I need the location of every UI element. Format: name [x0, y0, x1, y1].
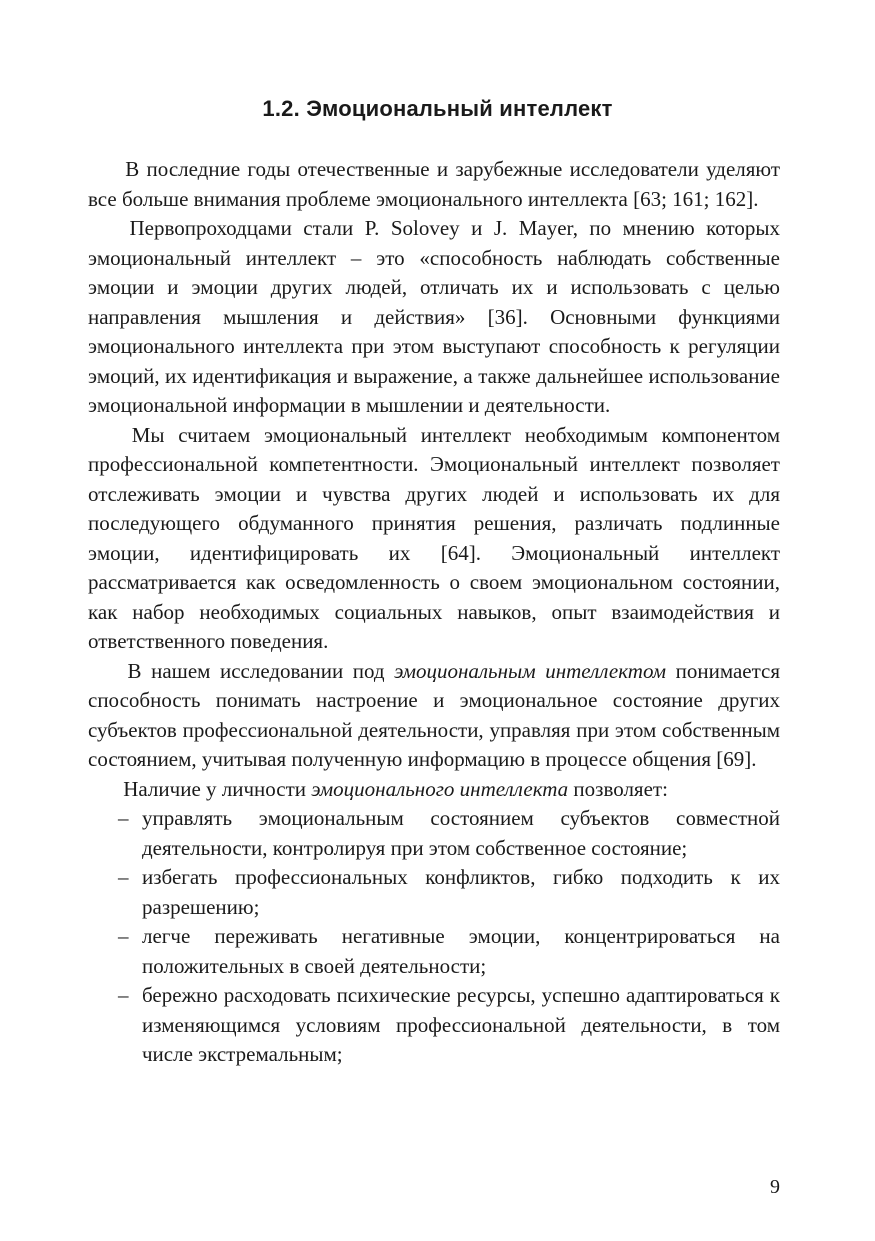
- list-item-text: бережно расходовать психические ресурсы, успешно адаптироваться к изменяющимся условиям профессиональной деятельности, в том числе экстремальным;: [142, 983, 780, 1066]
- list-item: [88, 804, 780, 863]
- page-number: 9: [770, 1176, 780, 1198]
- paragraph-4: [88, 657, 780, 775]
- list-dash: –: [118, 924, 129, 948]
- benefits-list: [88, 804, 780, 1070]
- list-dash: –: [118, 865, 129, 889]
- paragraph-4-italic: эмоциональным интеллектом: [394, 658, 667, 683]
- paragraph-5-start: Наличие у личности: [123, 776, 312, 801]
- list-item-text: легче переживать негативные эмоции, концентрироваться на положительных в своей деятельности;: [142, 924, 780, 978]
- paragraph-2-text: Первопроходцами стали P. Solovey и J. Mayer, по мнению которых эмоциональный интеллект – это «способность наблюдать собственные эмоции и эмоции других людей, отличать их и использовать с целью направления мышления и действия» [36]. Основными функциями эмоционального интеллекта при этом выступают способность к регуляции эмоций, их идентификация и выражение, а также дальнейшее использование эмоциональной информации в мышлении и деятельности.: [88, 216, 780, 417]
- paragraph-5: [88, 775, 780, 805]
- paragraph-3-text: Мы считаем эмоциональный интеллект необходимым компонентом профессиональной компетентности. Эмоциональный интеллект позволяет отслеживать эмоции и чувства других людей и использовать их для последующего обдуманного принятия решения, различать подлинные эмоции, идентифицировать их [64]. Эмоциональный интеллект рассматривается как осведомленность о своем эмоциональном состоянии, как набор необходимых социальных навыков, опыт взаимодействия и ответственного поведения.: [88, 422, 780, 653]
- list-dash: –: [118, 983, 129, 1007]
- list-item: [88, 922, 780, 981]
- body-text: [88, 155, 780, 1070]
- paragraph-1: [88, 155, 780, 214]
- list-item: [88, 863, 780, 922]
- section-heading: 1.2. Эмоциональный интеллект: [262, 96, 613, 121]
- list-item-text: избегать профессиональных конфликтов, гибко подходить к их разрешению;: [142, 865, 780, 919]
- paragraph-4-start: В нашем исследовании под: [127, 658, 395, 683]
- paragraph-3: [88, 421, 780, 657]
- paragraph-5-end: позволяет:: [568, 776, 668, 801]
- paragraph-1-text: В последние годы отечественные и зарубежные исследователи уделяют все больше внимания проблеме эмоционального интеллекта [63; 161; 162].: [88, 157, 780, 211]
- list-dash: –: [118, 806, 129, 830]
- paragraph-5-italic: эмоционального интеллекта: [311, 776, 569, 801]
- list-item: [88, 981, 780, 1070]
- paragraph-2: [88, 214, 780, 421]
- list-item-text: управлять эмоциональным состоянием субъектов совместной деятельности, контролируя при этом собственное состояние;: [142, 806, 780, 860]
- paragraph-4-end: понимается способность понимать настроение и эмоциональное состояние других субъектов профессиональной деятельности, управляя при этом собственным состоянием, учитывая полученную информацию в процессе общения [69].: [88, 658, 781, 771]
